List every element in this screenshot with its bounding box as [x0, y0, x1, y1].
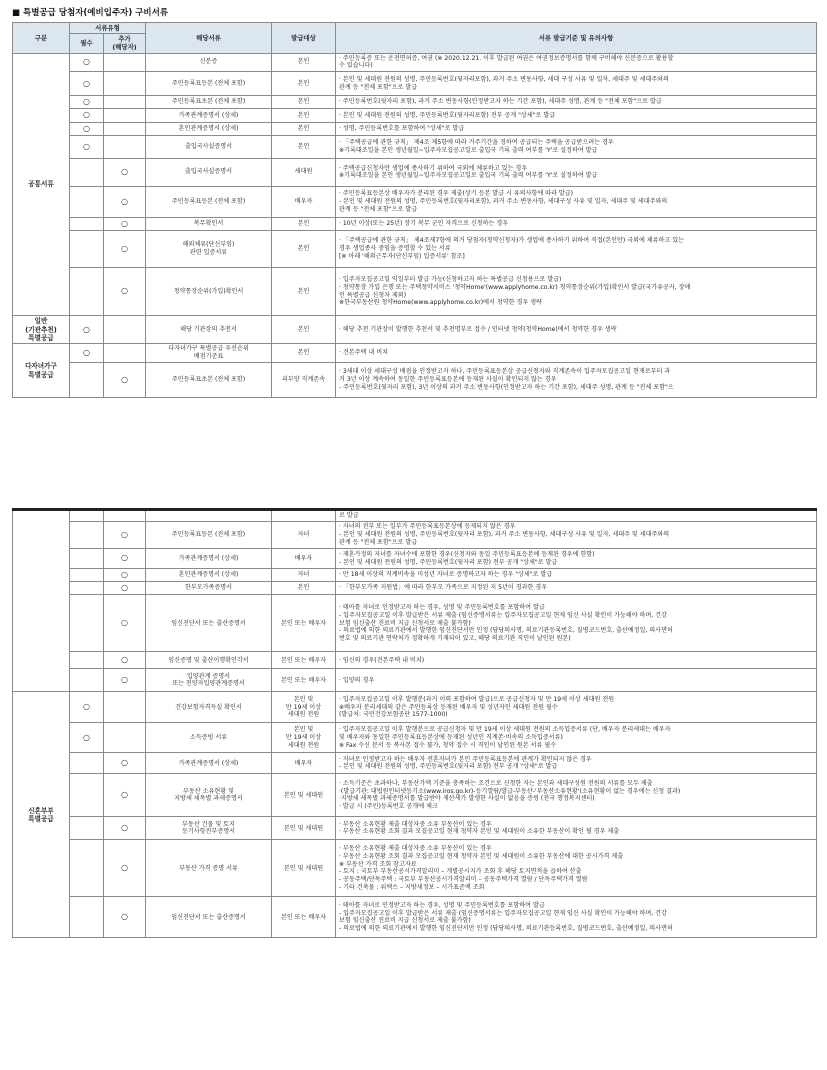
table-row — [13, 268, 817, 316]
table-row — [13, 109, 817, 122]
table-row — [13, 817, 817, 840]
required-mark — [70, 186, 104, 217]
note-line: ·지방세 세목별 과세증명서를 발급받아 재산세가 발생한 사실이 없음을 증빙 (전국 행정복지센터) — [339, 795, 595, 803]
note-line: 경우 생업종사 중임을 증명할 수 있는 서류 — [339, 245, 451, 253]
issue-target: 본인 및 세대원 — [272, 817, 336, 840]
criteria-note — [336, 96, 817, 109]
issue-target: 본인 — [272, 96, 336, 109]
note-line: · 소득기준은 초과하나, 부동산가액 기준을 충족하는 조건으로 신청한 자는 본인과 세대구성원 전원의 서류를 모두 제출 — [339, 779, 653, 787]
document-name: 건강보험자격득실 확인서 — [146, 692, 272, 723]
criteria-note — [336, 669, 817, 692]
additional-mark: ○ — [104, 569, 146, 582]
issue-target: 본인 및 만 19세 이상 세대원 전원 — [272, 692, 336, 723]
category-newlywed: 신혼부부 특별공급 — [13, 692, 70, 938]
issue-target: 본인 및 세대원 — [272, 774, 336, 817]
required-mark: ○ — [70, 723, 104, 753]
header-doc-name: 해당서류 — [146, 23, 272, 54]
document-name: 임신진단서 또는 출산증명서 — [146, 595, 272, 652]
additional-mark — [104, 96, 146, 109]
required-mark — [70, 897, 104, 938]
required-mark: ○ — [70, 122, 104, 135]
required-mark — [70, 582, 104, 595]
additional-mark: ○ — [104, 774, 146, 817]
note-line: (발급처: 국민건강보험공단 1577-1000) — [339, 711, 448, 719]
additional-mark — [104, 510, 146, 522]
table-row — [13, 363, 817, 398]
required-mark — [70, 595, 104, 652]
issue-target: 본인 또는 배우자 — [272, 595, 336, 652]
note-line: · 주민등록표등본상 배우자가 분리된 경우 제출(상기 등본 발급 시 유의사항에 따라 발급) — [339, 190, 574, 198]
document-name: 부동산 건물 및 토지 등기사항전부증명서 — [146, 817, 272, 840]
note-line: · 견본주택 내 비치 — [339, 349, 388, 357]
required-mark — [70, 363, 104, 398]
required-mark: ○ — [70, 96, 104, 109]
issue-target: 세대원 — [272, 158, 336, 186]
note-line: - 토지 : 국토부 부동산공시가격알리미 – 개별공시지가 조회 후 해당 토지면적을 곱하여 산출 — [339, 868, 582, 876]
header-category: 구분 — [13, 23, 70, 54]
note-line: - 본인 및 세대원 전원의 성명, 주민등록번호(뒷자리 포함) 전부 공개 "상세"로 발급 — [339, 763, 558, 771]
document-title: ■ 특별공급 당첨자(예비입주자) 구비서류 — [12, 8, 169, 18]
table-row — [13, 753, 817, 774]
criteria-note — [336, 122, 817, 135]
criteria-note — [336, 53, 817, 72]
table-row — [13, 652, 817, 669]
document-name: 한부모가족증명서 — [146, 582, 272, 595]
note-line: · 발급 시 (주민)등록번호 공개에 체크 — [339, 803, 438, 811]
criteria-note — [336, 723, 817, 753]
note-line: · 태아를 자녀로 인정받고자 하는 경우, 성명 및 주민등록번호를 포함하여 발급 — [339, 603, 545, 611]
additional-mark: ○ — [104, 522, 146, 549]
document-name: 혼인관계증명서 (상세) — [146, 569, 272, 582]
additional-mark: ○ — [104, 268, 146, 316]
criteria-note — [336, 595, 817, 652]
header-required: 필수 — [70, 34, 104, 53]
note-line: ※ Fax 수신 문서 등 복사본 접수 불가, 청약 접수 시 직인이 날인된 원본 서류 필수 — [339, 741, 557, 749]
note-line: 관계 등 "전체 포함"으로 발급 — [339, 205, 418, 213]
header-issue-target: 발급대상 — [272, 23, 336, 54]
note-line: - 입주자모집공고일 이후 발급받은 서류 제출 (임신증명서류는 입주자모집공고일 현재 임신 사실 확인이 가능해야 하며, 건강 — [339, 611, 667, 619]
required-mark: ○ — [70, 135, 104, 158]
issue-target: 본인 — [272, 217, 336, 230]
document-name: 출입국사실증명서 — [146, 158, 272, 186]
table-row — [13, 231, 817, 268]
table-row — [13, 72, 817, 96]
table-row — [13, 522, 817, 549]
criteria-note — [336, 774, 817, 817]
note-line: - 본인 및 세대원 전원의 성명, 주민등록번호(뒷자리 포함) 전부 공개 "상세"로 발급 — [339, 558, 558, 566]
additional-mark — [104, 316, 146, 344]
required-mark — [70, 753, 104, 774]
additional-mark — [104, 723, 146, 753]
table-row — [13, 217, 817, 230]
required-mark — [70, 774, 104, 817]
issue-target: 본인 — [272, 109, 336, 122]
note-line: 번호 및 의료기관 연락처가 정확하게 기재되어 있고, 해당 의료기관 직인이 날인된 원본) — [339, 635, 571, 643]
note-line: · 입주자모집공고일 이후 발행분(과거 이력 포함하여 발급)으로 공급신청자 및 만 19세 이상 세대원 전원 — [339, 695, 615, 703]
note-line: · 임신의 경우(견본주택 내 비치) — [339, 656, 425, 664]
table-row — [13, 158, 817, 186]
additional-mark: ○ — [104, 817, 146, 840]
issue-target: 본인 또는 배우자 — [272, 897, 336, 938]
additional-mark: ○ — [104, 753, 146, 774]
note-line: · 자녀로 인정받고자 하는 배우자 전혼자녀가 본인 주민등록표등본에 관계가 확인되지 않은 경우 — [339, 755, 592, 763]
note-line: - 본인 및 세대원 전원의 성명, 주민등록번호(뒷자리포함), 과거 주소 변동사항, 세대구성 사유 및 일자, 세대주 및 세대주와의 — [339, 197, 668, 205]
table-row — [13, 840, 817, 897]
note-line: ※ 부동산 가격 조회 참고자료 — [339, 860, 417, 868]
additional-mark: ○ — [104, 186, 146, 217]
note-line: [※ 아래 '해외근무자(단신부임) 입증서류' 참조] — [339, 252, 465, 260]
document-name: 입양관계 증명서 또는 친양자입양관계증명서 — [146, 669, 272, 692]
note-line: · 주민등록증 또는 운전면허증, 여권 (※ 2020.12.21. 이후 발급된 여권은 여권정보증명서를 함께 구비해야 신분증으로 활용할 — [339, 54, 674, 62]
document-name: 임신증명 및 출산이행확인각서 — [146, 652, 272, 669]
required-mark — [70, 522, 104, 549]
required-mark — [70, 569, 104, 582]
note-line: · 주택공급신청자만 생업에 종사하기 위하여 국외에 체류하고 있는 경우 — [339, 164, 528, 172]
additional-mark — [104, 109, 146, 122]
additional-mark: ○ — [104, 158, 146, 186]
table-row — [13, 669, 817, 692]
table-row — [13, 549, 817, 569]
issue-target: 본인 — [272, 582, 336, 595]
document-name: 해당 기관장의 추천서 — [146, 316, 272, 344]
required-mark — [70, 549, 104, 569]
issue-target: 배우자 — [272, 186, 336, 217]
criteria-note — [336, 344, 817, 363]
document-name: 신분증 — [146, 53, 272, 72]
note-line: ※기록대조일을 본인 생년월일~입주자모집공고일로 출입국 기록 출력 여부를 'Y'로 설정하여 발급 — [339, 172, 598, 180]
table-row — [13, 186, 817, 217]
table-row — [13, 595, 817, 652]
required-mark: ○ — [70, 692, 104, 723]
document-name: 가족관계증명서 (상세) — [146, 109, 272, 122]
issue-target — [272, 510, 336, 522]
issue-target: 본인 및 세대원 — [272, 840, 336, 897]
note-line: · 청약통장 가입 은행 또는 주택청약서비스 '청약Home'(www.applyhome.co.kr) 청약통장순위(가입)확인서 발급(국가유공자, 장애 — [339, 283, 691, 291]
issue-target: 자녀 — [272, 569, 336, 582]
criteria-note — [336, 186, 817, 217]
note-line: · 부동산 소유현황 조회 결과 모집공고일 현재 청약자 본인 및 세대원이 소유한 부동산이 확인 될 경우 제출 — [339, 828, 620, 836]
document-name — [146, 510, 272, 522]
issue-target: 본인 — [272, 72, 336, 96]
document-name: 부동산 가격 증명 서류 — [146, 840, 272, 897]
required-documents-table-page2 — [12, 508, 817, 938]
criteria-note — [336, 135, 817, 158]
criteria-note — [336, 582, 817, 595]
document-name: 출입국사실증명서 — [146, 135, 272, 158]
table-row — [13, 344, 817, 363]
note-line: · 입양의 경우 — [339, 676, 375, 684]
required-mark — [70, 817, 104, 840]
document-name: 다자녀가구 특별공급 우선순위 배점기준표 — [146, 344, 272, 363]
note-line: · 입주자모집공고일 익일부터 발급 가능(신청하고자 하는 특별공급 신청용으로 발급) — [339, 276, 562, 283]
additional-mark — [104, 53, 146, 72]
note-line: · 해당 추천 기관장이 발행한 추천서 및 추천명부로 접수 / 인터넷 청약(청약Home)에서 청약한 경우 생략 — [339, 325, 617, 333]
table-row — [13, 692, 817, 723]
note-line: 수 있습니다) — [339, 62, 373, 70]
additional-mark: ○ — [104, 582, 146, 595]
criteria-note — [336, 109, 817, 122]
required-mark — [70, 231, 104, 268]
category-common: 공통서류 — [13, 53, 70, 316]
note-line: · 태아를 자녀로 인정받고자 하는 경우, 성명 및 주민등록번호를 포함하여 발급 — [339, 901, 545, 909]
document-name: 부동산 소유현황 및 지방세 세목별 과세증명서 — [146, 774, 272, 817]
note-line: · 입주자모집공고일 이후 발행분으로 공급신청자 및 만 19세 이상 세대원 전원의 소득입증서류 (단, 배우자 분리세대는 배우자 — [339, 726, 671, 734]
document-name: 주민등록표등본 (전체 포함) — [146, 522, 272, 549]
note-line: - 의료법에 의한 의료기관에서 발행한 임신진단서만 인정 (담당의사명, 의료기관등록번호, 질병코드번호, 출산예정일, 의사면허 — [339, 925, 673, 933]
category-general: 일반 (기관추천) 특별공급 — [13, 316, 70, 344]
table-row — [13, 96, 817, 109]
criteria-note — [336, 268, 817, 316]
required-mark — [70, 669, 104, 692]
table-row — [13, 723, 817, 753]
required-mark — [70, 268, 104, 316]
note-line: · 「주택공급에 관한 규칙」 제4조제7항에 의거 당첨자(청약신청자)가 생업에 종사하기 위하여 직접(본인만) 국외에 체류하고 있는 — [339, 237, 685, 245]
document-name: 혼인관계증명서 (상세) — [146, 122, 272, 135]
note-line: · 재혼가정의 자녀를 자녀수에 포함한 경우(신청자와 동일 주민등록표등본에 등재된 경우에 한함) — [339, 550, 595, 558]
table-row — [13, 122, 817, 135]
note-line: · 부동산 소유현황 조회 결과 모집공고일 현재 청약자 본인 및 세대원이 소유한 부동산에 대한 공시가격 제출 — [339, 852, 624, 860]
table-row — [13, 53, 817, 72]
required-mark — [70, 158, 104, 186]
additional-mark: ○ — [104, 840, 146, 897]
criteria-note — [336, 569, 817, 582]
criteria-note — [336, 72, 817, 96]
additional-mark: ○ — [104, 595, 146, 652]
note-line: 인 특별공급 신청자 제외) — [339, 291, 407, 299]
note-line: 보험 임신출산 진료비 지급 신청서로 제출 불가함) — [339, 619, 471, 627]
note-line: - 기타 건축물 : 위택스 – 지방세정보 – 시가표준액 조회 — [339, 884, 485, 892]
document-name: 소득증빙 서류 — [146, 723, 272, 753]
note-line: ※기록대조일을 본인 생년월일~입주자모집공고일로 출입국 기록 출력 여부를 'Y'로 설정하여 발급 — [339, 146, 598, 154]
criteria-note — [336, 363, 817, 398]
criteria-note — [336, 522, 817, 549]
note-line: ※배우자 분리세대의 같은 주민등록상 등재된 배우자 및 성년자인 세대원 전원 필수 — [339, 703, 558, 711]
table-row — [13, 316, 817, 344]
document-name: 주민등록표등본 (전체 포함) — [146, 186, 272, 217]
criteria-note — [336, 231, 817, 268]
issue-target: 자녀 — [272, 522, 336, 549]
note-line: 거 3년 이상 계속하여 동일한 주민등록표등본에 등재된 사실이 확인되지 않는 경우 — [339, 376, 557, 384]
note-line: 관계 등 "전체 포함"으로 발급 — [339, 83, 418, 91]
table-row — [13, 135, 817, 158]
note-line: · 「한부모가족 지원법」에 따라 한부모 가족으로 지정된 지 5년이 경과한 경우 — [339, 584, 548, 592]
note-line: · 10년 이상(또는 25년) 장기 복무 군인 자격으로 신청하는 경우 — [339, 220, 509, 228]
note-line: - 입주자모집공고일 이후 발급받은 서류 제출 (임신증명서류는 입주자모집공고일 현재 임신 사실 확인이 가능해야 하며, 건강 — [339, 909, 667, 917]
required-mark: ○ — [70, 344, 104, 363]
note-line: ·(발급기관: 대법원인터넷등기소(www.iros.go.kr)-등기열람/발급-부동산-'부동산소유현황'(소유현황이 없는 경우에는 신청 결과) — [339, 787, 681, 795]
additional-mark — [104, 122, 146, 135]
note-line: · 만 18세 이상의 직계비속을 미성년 자녀로 증명하고자 하는 경우 "상세"로 발급 — [339, 571, 553, 579]
criteria-note — [336, 217, 817, 230]
required-mark — [70, 840, 104, 897]
issue-target: 본인 — [272, 316, 336, 344]
note-line: · 부동산 소유현황 제출 대상자중 소유 부동산이 있는 경우 — [339, 845, 492, 853]
issue-target: 본인 — [272, 53, 336, 72]
note-line: · 부동산 소유현황 제출 대상자중 소유 부동산이 있는 경우 — [339, 820, 492, 828]
note-line: 및 배우자와 동일한 주민등록표등본상에 등재된 성년인 직계존·비속의 소득입증서류) — [339, 734, 563, 742]
criteria-note — [336, 817, 817, 840]
additional-mark: ○ — [104, 549, 146, 569]
note-line: · 주민등록번호(뒷자리 포함), 과거 주소 변동사항(인정받고자 하는 기간 포함), 세대주 성명, 관계 등 "전체 포함"으로 발급 — [339, 98, 662, 106]
issue-target: 본인 — [272, 344, 336, 363]
required-mark: ○ — [70, 316, 104, 344]
note-line: ※한국부동산원 청약Home(www.applyhome.co.kr)에서 청약한 경우 생략 — [339, 299, 542, 307]
header-doc-type: 서류유형 — [70, 23, 146, 34]
document-name: 주민등록표초본 (전체 포함) — [146, 96, 272, 109]
issue-target: 본인 — [272, 231, 336, 268]
additional-mark: ○ — [104, 217, 146, 230]
category-multichild: 다자녀가구 특별공급 — [13, 344, 70, 398]
table-row — [13, 510, 817, 522]
note-line: · 3세대 이상 세대구성 배점을 인정받고자 하나, 주민등록표등본상 공급신청자와 직계존속이 입주자모집공고일 현재로부터 과 — [339, 368, 671, 376]
additional-mark — [104, 692, 146, 723]
document-name: 복무확인서 — [146, 217, 272, 230]
document-name: 가족관계증명서 (상세) — [146, 549, 272, 569]
issue-target: 본인 또는 배우자 — [272, 652, 336, 669]
criteria-note — [336, 897, 817, 938]
issue-target: 본인 및 만 19세 이상 세대원 전원 — [272, 723, 336, 753]
note-line: - 공동주택/단독주택 : 국토부 부동산공시가격알리미 – 공동주택가격 열람 / 단독주택가격 열람 — [339, 876, 588, 884]
page-break — [12, 479, 816, 503]
required-documents-table-page1 — [12, 22, 817, 398]
required-mark: ○ — [70, 53, 104, 72]
header-additional: 추가 (해당자) — [104, 34, 146, 53]
required-mark: ○ — [70, 72, 104, 96]
document-name: 임신진단서 또는 출산증명서 — [146, 897, 272, 938]
issue-target: 본인 — [272, 122, 336, 135]
required-mark — [70, 652, 104, 669]
table-row — [13, 774, 817, 817]
additional-mark: ○ — [104, 669, 146, 692]
note-line: 보험 임신출산 진료비 지급 신청서로 제출 불가함) — [339, 917, 471, 925]
issue-target: 배우자 — [272, 753, 336, 774]
criteria-note — [336, 510, 817, 522]
criteria-note — [336, 316, 817, 344]
table-row — [13, 582, 817, 595]
additional-mark — [104, 135, 146, 158]
criteria-note — [336, 840, 817, 897]
note-line: · 본인 및 세대원 전원의 성명, 주민등록번호(뒷자리포함), 과거 주소 변동사항, 세대 구성 사유 및 일자, 세대주 및 세대주와의 — [339, 75, 669, 83]
document-name: 주민등록표초본 (전체 포함) — [146, 363, 272, 398]
note-line: · 자녀의 전부 또는 일부가 주민등록표등본상에 등재되지 않은 경우 — [339, 523, 516, 531]
issue-target: 피부양 직계존속 — [272, 363, 336, 398]
criteria-note — [336, 652, 817, 669]
additional-mark — [104, 72, 146, 96]
additional-mark: ○ — [104, 897, 146, 938]
required-mark — [70, 217, 104, 230]
note-line: · 「주택공급에 관한 규칙」 제4조 제5항에 따라 거주기간을 정하여 공급되는 주택을 공급받으려는 경우 — [339, 139, 614, 147]
table-row — [13, 897, 817, 938]
criteria-note — [336, 549, 817, 569]
issue-target: 배우자 — [272, 549, 336, 569]
note-line: 관계 등 "전체 포함"으로 발급 — [339, 538, 418, 546]
document-name: 주민등록표등본 (전체 포함) — [146, 72, 272, 96]
note-line: · 성명, 주민등록번호를 포함하여 "상세"로 발급 — [339, 124, 465, 132]
required-mark — [70, 510, 104, 522]
criteria-note — [336, 753, 817, 774]
required-mark: ○ — [70, 109, 104, 122]
issue-target: 본인 또는 배우자 — [272, 669, 336, 692]
criteria-note — [336, 692, 817, 723]
header-criteria: 서류 발급기준 및 유의사항 — [336, 23, 817, 54]
additional-mark — [104, 344, 146, 363]
issue-target: 본인 — [272, 268, 336, 316]
note-line: · 본인 및 세대원 전원의 성명, 주민등록번호(뒷자리포함) 전부 공개 "상세"로 발급 — [339, 111, 556, 119]
document-name: 해외체류(단신부임) 관련 입증서류 — [146, 231, 272, 268]
category-continued — [13, 510, 70, 692]
additional-mark: ○ — [104, 652, 146, 669]
note-line: - 본인 및 세대원 전원의 성명, 주민등록번호(뒷자리 포함), 과거 주소 변동사항, 세대구성 사유 및 일자, 세대주 및 세대주와의 — [339, 531, 670, 539]
document-name: 청약통장순위(가입)확인서 — [146, 268, 272, 316]
note-line: 로 발급 — [339, 512, 359, 520]
document-name: 가족관계증명서 (상세) — [146, 753, 272, 774]
table-row — [13, 569, 817, 582]
additional-mark: ○ — [104, 231, 146, 268]
note-line: - 주민등록번호(뒷자리 포함), 3년 이상의 과거 주소 변동사항(인정받고자 하는 기간 포함), 세대주 성명, 관계 등 "전체 포함"으 — [339, 383, 674, 391]
additional-mark: ○ — [104, 363, 146, 398]
criteria-note — [336, 158, 817, 186]
issue-target: 본인 — [272, 135, 336, 158]
note-line: - 의료법에 의한 의료기관에서 발행한 임신진단서만 인정 (담당의사명, 의료기관등록번호, 질병코드번호, 출산예정일, 의사면허 — [339, 627, 673, 635]
